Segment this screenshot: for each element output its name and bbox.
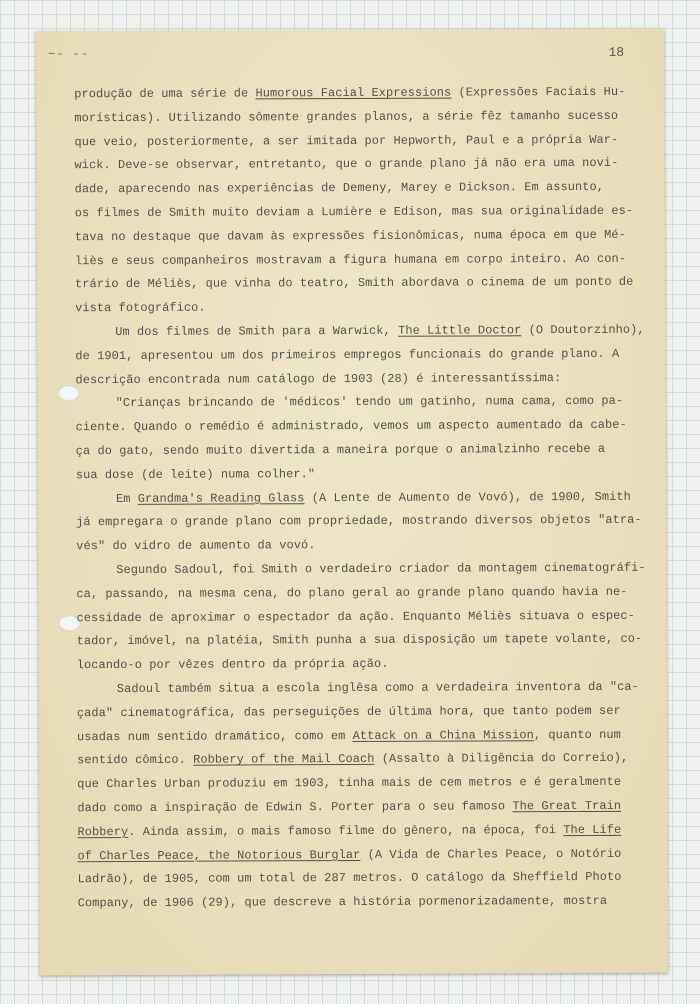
text-line: of Charles Peace, the Notorious Burglar (A Vida de Charles Peace, o Notório <box>77 846 622 863</box>
text-line: produção de uma série de Humorous Facial Expressions (Expressões Faciais Hu- <box>74 84 626 102</box>
underlined-film-title: Attack on a China Mission <box>352 727 534 743</box>
text-line: Company, de 1906 (29), que descreve a história pormenorizadamente, mostra <box>77 893 608 911</box>
text-line: ça do gato, sendo muito divertida a maneira porque o animalzinho recebe a <box>75 441 606 459</box>
underlined-film-title: Robbery <box>77 824 129 839</box>
text-line: tador, imóvel, na platéia, Smith punha a sua disposição um tapete volante, co- <box>76 632 643 649</box>
text-line: ciente. Quando o remédio é administrado, vemos um aspecto aumentado da cabe- <box>75 417 627 435</box>
underlined-film-title: Humorous Facial Expressions <box>255 85 452 101</box>
text-line: dado como a inspiração de Edwin S. Porter para o seu famoso The Great Train <box>77 798 622 816</box>
text-line: usadas num sentido dramático, como em Attack on a China Mission, quanto num <box>76 727 621 744</box>
text-line: vista fotográfico. <box>75 300 206 316</box>
text-line: dade, aparecendo nas experiências de Demeny, Marey e Dickson. Em assunto, <box>74 180 605 197</box>
typewritten-page <box>36 29 668 976</box>
text-line: Um dos filmes de Smith para a Warwick, The Little Doctor (O Doutorzinho), <box>115 322 645 340</box>
text-line: já empregara o grande plano com propriedade, mostrando diversos objetos "atra- <box>76 513 642 530</box>
text-line: morísticas). Utilizando sômente grandes planos, a série fêz tamanho sucesso <box>74 108 619 126</box>
text-line: que veio, posteriormente, a ser imitada por Hepworth, Paul e a própria War- <box>74 132 619 149</box>
typed-body-text <box>74 81 653 916</box>
text-line: liès e seus companheiros mostravam a figura humana em corpo inteiro. Ao con- <box>74 251 627 268</box>
text-line: çada" cinematográfica, das perseguições de última hora, que tanto podem ser <box>76 703 621 720</box>
text-line: Robbery. Ainda assim, o mais famoso filme do gênero, na época, foi The Life <box>77 822 622 839</box>
text-line: trário de Méliès, que vinha do teatro, Smith abordava o cinema de um ponto de <box>75 275 634 292</box>
text-line: "Crianças brincando de 'médicos' tendo um gatinho, numa cama, como pa- <box>115 394 624 411</box>
text-line: cessidade de aproximar o espectador da ação. Enquanto Méliès situava o espec- <box>76 608 635 625</box>
underlined-film-title: The Great Train <box>512 798 622 814</box>
underlined-film-title: Robbery of the Mail Coach <box>193 752 375 768</box>
underlined-film-title: The Little Doctor <box>398 323 522 338</box>
text-line: Ladrão), de 1905, com um total de 287 metros. O catálogo da Sheffield Photo <box>77 870 622 887</box>
underlined-film-title: of Charles Peace, the Notorious Burglar <box>77 847 361 863</box>
text-line: de 1901, apresentou um dos primeiros empregos funcionais do grande plano. A <box>75 346 620 363</box>
text-line: descrição encontrada num catálogo de 1903 (28) é interessantíssima: <box>75 370 562 387</box>
text-line: que Charles Urban produziu em 1903, tinha mais de cem metros e é geralmente <box>77 774 622 792</box>
text-line: ca, passando, na mesma cena, do plano geral ao grande plano quando havia ne- <box>76 584 628 601</box>
text-line: vés" do vidro de aumento da vovó. <box>76 538 316 554</box>
text-line: sentido cômico. Robbery of the Mail Coach (Assalto à Diligência do Correio), <box>77 751 629 768</box>
corner-mark: ~- -- <box>48 47 90 62</box>
text-line: Segundo Sadoul, foi Smith o verdadeiro criador da montagem cinematográfi- <box>116 560 646 577</box>
underlined-film-title: Grandma's Reading Glass <box>137 490 305 506</box>
text-line: Em Grandma's Reading Glass (A Lente de Aumento de Vovó), de 1900, Smith <box>115 489 631 506</box>
text-line: tava no destaque que davam às expressões fisionômicas, numa época em que Mé- <box>74 227 626 244</box>
text-line: locando-o por vêzes dentro da própria ação. <box>76 656 389 673</box>
text-line: sua dose (de leite) numa colher." <box>75 466 316 482</box>
page-number: 18 <box>608 44 625 60</box>
text-line: os filmes de Smith muito deviam a Lumière e Edison, mas sua originalidade es- <box>74 203 634 221</box>
text-line: Sadoul também situa a escola inglêsa como a verdadeira inventora da "ca- <box>116 679 639 696</box>
text-line: wick. Deve-se observar, entretanto, que o grande plano já não era uma novi- <box>74 156 619 173</box>
underlined-film-title: The Life <box>563 822 622 837</box>
